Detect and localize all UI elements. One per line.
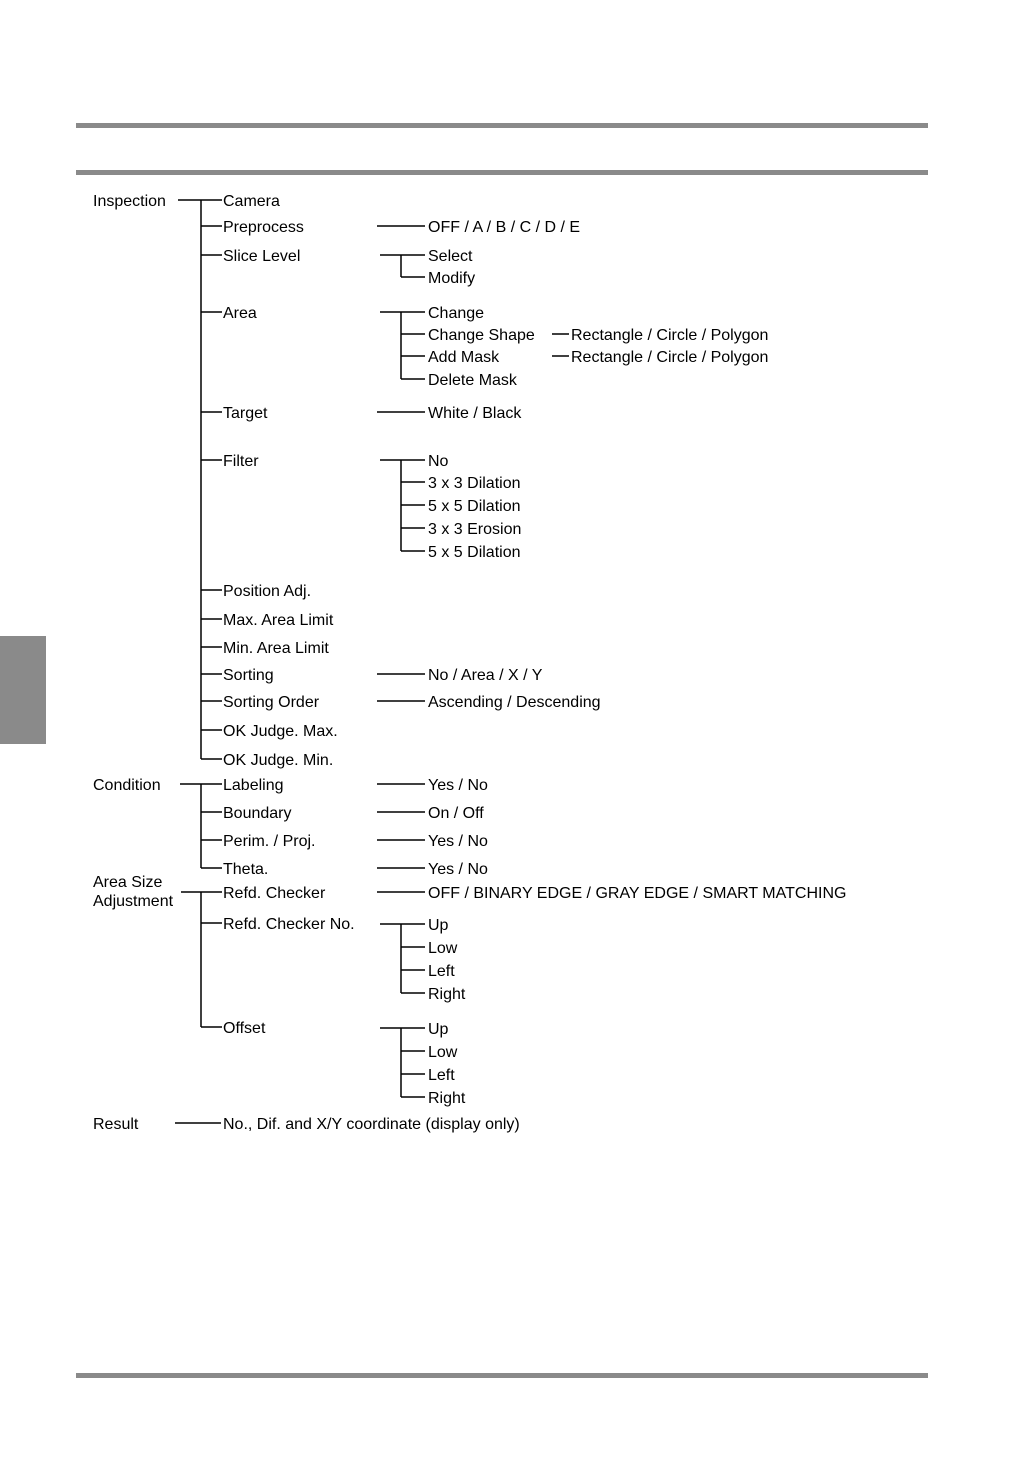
item-sorting-order: Sorting Order	[223, 694, 320, 711]
item-offset-option: Up	[428, 1021, 449, 1038]
root-area-size-adjustment-label: Area Size	[93, 874, 163, 891]
item-refd-checker-no-option: Up	[428, 917, 449, 934]
item-perim-proj: Perim. / Proj.	[223, 833, 316, 850]
item-ok-judge-min: OK Judge. Min.	[223, 752, 334, 769]
root-inspection-label: Inspection	[93, 193, 166, 210]
item-preprocess: Preprocess	[223, 219, 304, 236]
item-area-option: Change Shape	[428, 327, 535, 344]
item-target: Target	[223, 405, 268, 422]
item-position-adj: Position Adj.	[223, 583, 312, 600]
item-refd-checker-no: Refd. Checker No.	[223, 916, 355, 933]
item-sorting-option: No / Area / X / Y	[428, 667, 543, 684]
item-labeling: Labeling	[223, 777, 284, 794]
item-area-option: Add Mask	[428, 349, 500, 366]
item-labeling-option: Yes / No	[428, 777, 488, 794]
item-offset-option: Right	[428, 1090, 466, 1107]
item-area-option: Change	[428, 305, 485, 322]
item-boundary: Boundary	[223, 805, 292, 822]
item-theta-option: Yes / No	[428, 861, 488, 878]
item-filter-option: 5 x 5 Dilation	[428, 544, 521, 561]
item-min-area-limit: Min. Area Limit	[223, 640, 329, 657]
item-perim-proj-option: Yes / No	[428, 833, 488, 850]
item-filter-option: 5 x 5 Dilation	[428, 498, 521, 515]
item-slice-level: Slice Level	[223, 248, 301, 265]
item-camera: Camera	[223, 193, 280, 210]
item-boundary-option: On / Off	[428, 805, 484, 822]
item-offset: Offset	[223, 1020, 266, 1037]
item-filter: Filter	[223, 453, 259, 470]
item-area-suboption: Rectangle / Circle / Polygon	[571, 327, 769, 344]
item-area-option: Delete Mask	[428, 372, 517, 389]
item-sorting-order-option: Ascending / Descending	[428, 694, 601, 711]
item-refd-checker: Refd. Checker	[223, 885, 326, 902]
item-refd-checker-no-option: Left	[428, 963, 455, 980]
item-sorting: Sorting	[223, 667, 274, 684]
root-result-label: Result	[93, 1116, 139, 1133]
item-target-option: White / Black	[428, 405, 522, 422]
item-offset-option: Left	[428, 1067, 455, 1084]
item-preprocess-option: OFF / A / B / C / D / E	[428, 219, 581, 236]
item-area: Area	[223, 305, 257, 322]
result-value: No., Dif. and X/Y coordinate (display only)	[223, 1116, 520, 1133]
item-filter-option: No	[428, 453, 449, 470]
item-filter-option: 3 x 3 Dilation	[428, 475, 521, 492]
item-refd-checker-option: OFF / BINARY EDGE / GRAY EDGE / SMART MATCHING	[428, 885, 847, 902]
item-offset-option: Low	[428, 1044, 458, 1061]
item-refd-checker-no-option: Low	[428, 940, 458, 957]
item-ok-judge-max: OK Judge. Max.	[223, 723, 338, 740]
item-filter-option: 3 x 3 Erosion	[428, 521, 522, 538]
item-max-area-limit: Max. Area Limit	[223, 612, 334, 629]
item-area-suboption: Rectangle / Circle / Polygon	[571, 349, 769, 366]
item-slice-level-option: Select	[428, 248, 473, 265]
item-refd-checker-no-option: Right	[428, 986, 466, 1003]
item-slice-level-option: Modify	[428, 270, 476, 287]
root-area-size-adjustment-label: Adjustment	[93, 893, 174, 910]
root-condition-label: Condition	[93, 777, 161, 794]
item-theta: Theta.	[223, 861, 269, 878]
